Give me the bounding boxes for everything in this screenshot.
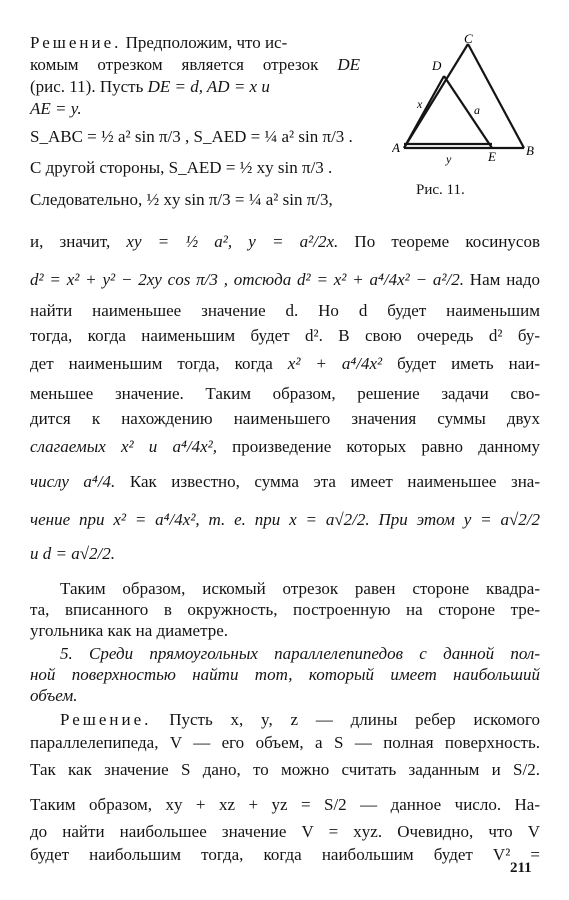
text-line: угольника как на диаметре.: [30, 621, 229, 640]
text-line: (рис. 11). Пусть DE = d, AD = x и: [30, 77, 270, 96]
text-line: Решение. Предположим, что ис-: [30, 33, 288, 52]
label-y: y: [446, 152, 452, 166]
text-line: AE = y.: [30, 99, 82, 118]
formula-line: S_ABC = ½ a² sin π/3 , S_AED = ¼ a² sin π/3 .: [30, 127, 353, 146]
problem-statement: ной поверхностью найти тот, который имеет наибольший: [30, 665, 540, 684]
text-line: Решение. Пусть x, y, z — длины ребер искомого: [60, 710, 541, 729]
side-cb: [468, 44, 524, 148]
text-line: и, значит, xy = ½ a², y = a²/2x. По теореме косинусов: [30, 232, 540, 251]
text-line: меньшее значение. Таким образом, решение задачи сво-: [30, 384, 540, 403]
text-line: Так как значение S дано, то можно считать заданным и S/2.: [30, 760, 540, 779]
text-line: найти наименьшее значение d. Но d будет наименьшим: [30, 301, 540, 320]
page-number: 211: [510, 860, 532, 876]
section-lead: Решение.: [60, 710, 152, 729]
segment-de: [444, 76, 492, 148]
formula-line: Следовательно, ½ xy sin π/3 = ¼ a² sin π/3,: [30, 190, 333, 209]
text-line: d² = x² + y² − 2xy cos π/3 , отсюда d² = x² + a⁴/4x² − a²/2. Нам надо: [30, 270, 540, 289]
text-line: Таким образом, искомый отрезок равен стороне квадра-: [60, 579, 540, 598]
text-line: слагаемых x² и a⁴/4x², произведение которых равно данному: [30, 437, 541, 456]
label-c: C: [464, 31, 473, 46]
text-line: числу a⁴/4. Как известно, сумма эта имеет наименьшее зна-: [30, 472, 541, 491]
triangle-figure: [392, 30, 542, 210]
text-line: тогда, когда наименьшим будет d². В свою очередь d² бу-: [30, 326, 540, 345]
text-line: Таким образом, xy + xz + yz = S/2 — данное число. На-: [30, 795, 540, 814]
text-line: дет наименьшим тогда, когда x² + a⁴/4x² будет иметь наи-: [30, 354, 541, 373]
label-a: a: [474, 103, 480, 117]
text-line: будет наибольшим тогда, когда наибольшим будет V² =: [30, 845, 540, 864]
formula-line: и d = a√2/2.: [30, 544, 116, 563]
text-line: параллелепипеда, V — его объем, а S — полная поверхность.: [30, 733, 540, 752]
text-line: комым отрезком является отрезок DE: [30, 55, 361, 74]
problem-statement: объем.: [30, 686, 78, 705]
label-B: B: [526, 143, 534, 158]
label-d: D: [432, 58, 442, 73]
label-x: x: [417, 97, 423, 111]
section-lead: Решение.: [30, 33, 122, 52]
segment-ad: [404, 76, 444, 148]
formula-line: С другой стороны, S_AED = ½ xy sin π/3 .: [30, 158, 333, 177]
label-A: A: [392, 140, 400, 155]
problem-statement: 5. Среди прямоугольных параллелепипедов с данной пол-: [60, 644, 540, 663]
figure-caption: Рис. 11.: [416, 182, 465, 198]
text-line: дится к нахождению наименьшего значения суммы двух: [30, 409, 540, 428]
label-E: E: [488, 149, 496, 164]
text-line: чение при x² = a⁴/4x², т. е. при x = a√2/2. При этом y = a√2/2: [30, 510, 541, 529]
text-line: та, вписанного в окружность, построенную на стороне тре-: [30, 600, 540, 619]
text-line: до найти наибольшее значение V = xyz. Очевидно, что V: [30, 822, 540, 841]
